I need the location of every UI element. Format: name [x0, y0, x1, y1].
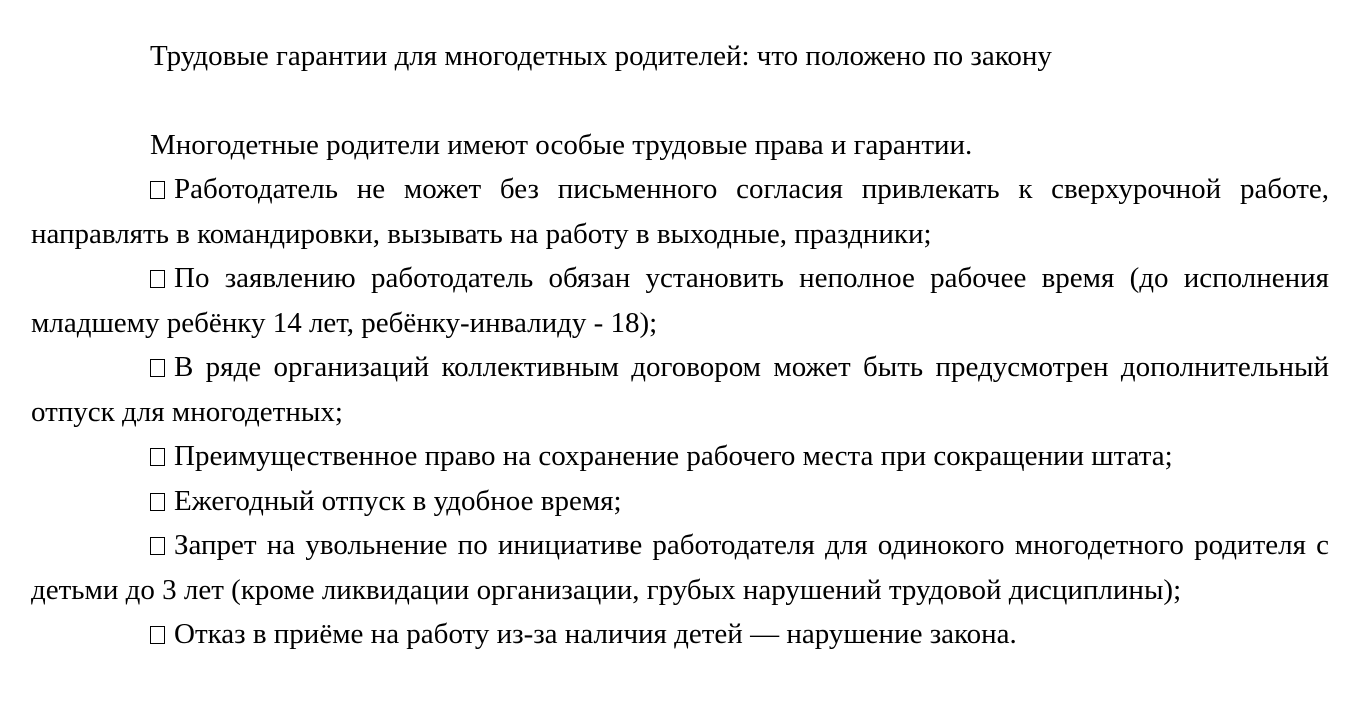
square-bullet-icon: [150, 359, 165, 377]
list-item: [31, 479, 1329, 524]
list-item: [31, 434, 1329, 479]
list-item: [31, 167, 1329, 256]
list-item: [31, 256, 1329, 345]
list-item-text: Запрет на увольнение по инициативе работодателя для одинокого многодетного родителя с детьми до 3 лет (кроме ликвидации организации, грубых нарушений трудовой дисциплины);: [31, 529, 1329, 606]
list-item-text: По заявлению работодатель обязан установить неполное рабочее время (до исполнения младшему ребёнку 14 лет, ребёнку-инвалиду - 18);: [31, 262, 1329, 339]
square-bullet-icon: [150, 626, 165, 644]
list-item-text: Ежегодный отпуск в удобное время;: [174, 484, 622, 517]
square-bullet-icon: [150, 448, 165, 466]
list-item: [31, 612, 1329, 657]
square-bullet-icon: [150, 270, 165, 288]
list-item-text: Преимущественное право на сохранение рабочего места при сокращении штата;: [174, 440, 1173, 472]
list-item: [31, 345, 1329, 434]
square-bullet-icon: [150, 537, 165, 555]
square-bullet-icon: [150, 493, 165, 511]
document-title: Трудовые гарантии для многодетных родителей: что положено по закону: [150, 40, 1052, 72]
list-item-text: Отказ в приёме на работу из-за наличия детей — нарушение закона.: [174, 618, 1017, 650]
square-bullet-icon: [150, 181, 165, 199]
list-item-text: Работодатель не может без письменного согласия привлекать к сверхурочной работе, направлять в командировки, вызывать на работу в выходные, праздники;: [31, 173, 1329, 250]
list-item-text: В ряде организаций коллективным договором может быть предусмотрен дополнительный отпуск для многодетных;: [31, 351, 1329, 428]
list-item: [31, 523, 1329, 612]
intro-paragraph: Многодетные родители имеют особые трудовые права и гарантии.: [150, 129, 973, 161]
guarantees-list: [31, 167, 1329, 657]
